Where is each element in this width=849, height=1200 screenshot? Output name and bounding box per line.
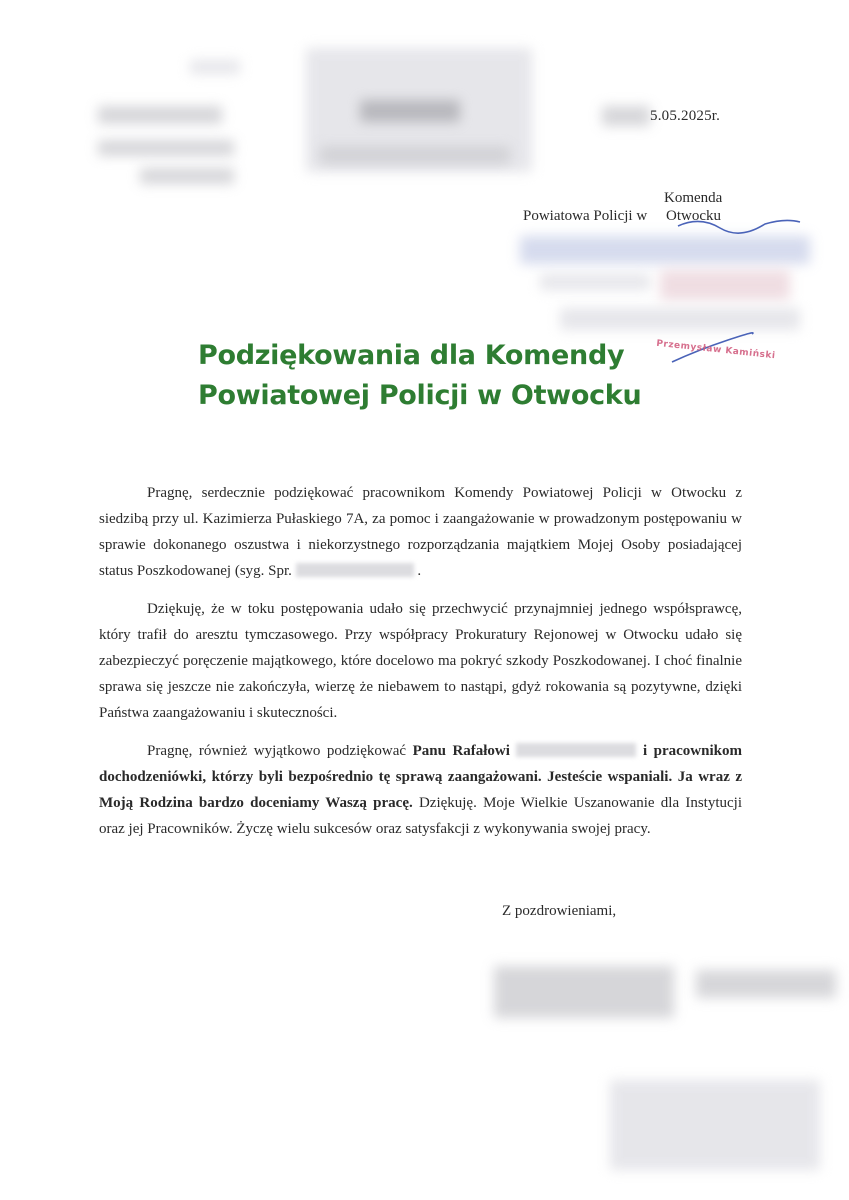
- redacted-sender-line1: [190, 60, 240, 74]
- redacted-signature-left: [494, 966, 674, 1018]
- letter-body: [99, 480, 742, 854]
- redacted-surname: [516, 743, 636, 757]
- redacted-sender-line3: [98, 140, 234, 156]
- title-line2: Powiatowej Policji w Otwocku: [198, 380, 642, 411]
- closing-salutation: Z pozdrowieniami,: [502, 903, 617, 919]
- redacted-stamp-line2b: [660, 270, 790, 300]
- recipient-line2: Powiatowa Policji w: [523, 208, 648, 224]
- redacted-stamp-line3: [560, 308, 800, 330]
- paragraph-1-end: .: [417, 563, 422, 579]
- redacted-case-number: [296, 563, 414, 577]
- redacted-logo-detail: [360, 100, 460, 122]
- recipient-line1: Komenda: [664, 190, 723, 206]
- letter-date: 5.05.2025r.: [650, 108, 721, 124]
- redacted-stamp-line2: [540, 274, 650, 290]
- recipient-line2-city: Otwocku: [666, 208, 721, 224]
- paragraph-3-bold-text: i pracownikom dochodzeniówki, którzy byli bezpośrednio tę sprawą zaangażowani. Jesteście wspaniali. Ja wraz z Moją Rodzina bardzo doceniamy Waszą pracę.: [99, 743, 742, 811]
- paragraph-2: Dziękuję, że w toku postępowania udało się przechwycić przynajmniej jednego współsprawcę, który trafił do aresztu tymczasowego. Przy współpracy Prokuratury Rejonowej w Otwocku udało się zabezpieczyć poręczenie majątkowego, które docelowo ma pokryć szkody Poszkodowanej. I choć finalnie sprawa się jeszcze nie zakończyła, wierzę że niebawem to nastąpi, gdyż rokowania są pozytywne, dzięki Państwa zaangażowaniu i skuteczności.: [99, 601, 742, 721]
- letter-title: [198, 336, 718, 416]
- signature-stroke-icon: [670, 212, 830, 252]
- paragraph-3: [99, 738, 742, 842]
- paragraph-3-end: Dziękuję. Moje Wielkie Uszanowanie dla Instytucji oraz jej Pracowników. Życzę wielu sukcesów oraz satysfakcji z wykonywania swojej pracy.: [99, 795, 742, 837]
- redacted-signature-right: [696, 970, 836, 998]
- redacted-sender-line2: [98, 106, 222, 124]
- redacted-sender-line4: [140, 168, 234, 184]
- paragraph-3-bold-name: Panu Rafałowi: [412, 743, 510, 759]
- redacted-footer: [610, 1080, 820, 1170]
- redacted-date-prefix: [602, 106, 650, 126]
- redacted-logo-bottom: [320, 146, 510, 164]
- paragraph-3-text: Pragnę, również wyjątkowo podziękować: [147, 743, 407, 759]
- stamp-text: Przemysław Kamiński: [655, 338, 776, 362]
- paragraph-1-text: Pragnę, serdecznie podziękować pracownikom Komendy Powiatowej Policji w Otwocku z siedzibą przy ul. Kazimierza Pułaskiego 7A, za pomoc i zaangażowanie w prowadzonym postępowaniu w sprawie dokonanego oszustwa i niekorzystnego rozporządzania majątkiem Mojej Osoby posiadającej status Poszkodowanej (syg. Spr.: [99, 485, 742, 579]
- title-line1: Podziękowania dla Komendy: [198, 340, 625, 371]
- paragraph-1: [99, 480, 742, 584]
